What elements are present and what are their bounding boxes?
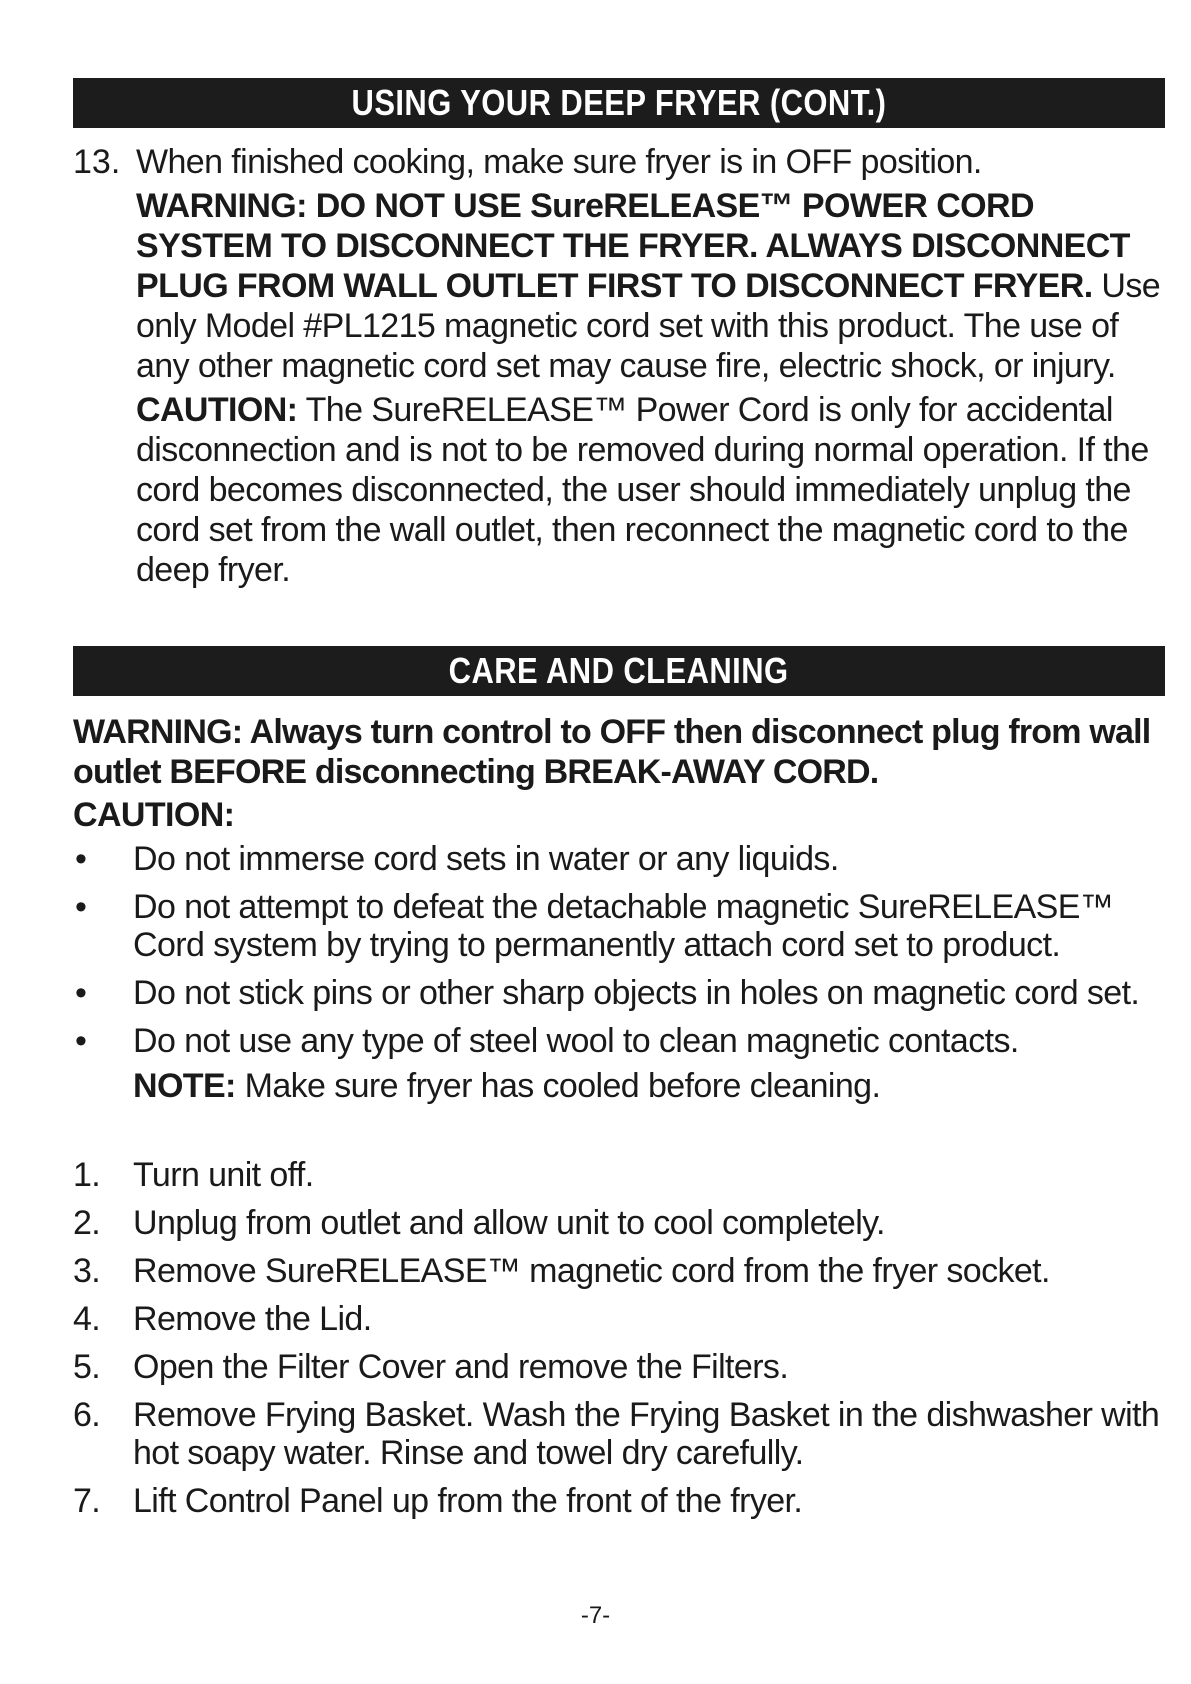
step-number: 1.	[73, 1156, 101, 1194]
step-number: 5.	[73, 1348, 101, 1386]
bullet-icon: •	[75, 1022, 87, 1060]
step-number: 6.	[73, 1396, 101, 1434]
section-header-care-cleaning	[73, 646, 1165, 696]
bullet-icon: •	[75, 888, 87, 926]
list-item	[73, 974, 1165, 1012]
list-item-text: Do not stick pins or other sharp objects in holes on magnetic cord set.	[133, 974, 1140, 1012]
list-item-text: Do not use any type of steel wool to clean magnetic contacts.	[133, 1022, 1019, 1060]
step-text: Lift Control Panel up from the front of the fryer.	[133, 1482, 803, 1520]
section-header-using-deep-fryer	[73, 78, 1165, 128]
note-label: NOTE:	[133, 1067, 236, 1105]
page-number: -7-	[580, 1602, 611, 1629]
caution-list	[73, 840, 1165, 1060]
caution-label: CAUTION:	[136, 391, 298, 429]
list-item	[73, 840, 1165, 878]
bullet-icon: •	[75, 840, 87, 878]
step-number: 3.	[73, 1252, 101, 1290]
section-title: CARE AND CLEANING	[449, 650, 789, 691]
bullet-icon: •	[75, 974, 87, 1012]
warning-paragraph	[136, 186, 1165, 386]
step-text: Remove SureRELEASE™ magnetic cord from the fryer socket.	[133, 1252, 1050, 1290]
step-number: 7.	[73, 1482, 101, 1520]
step-item	[73, 1204, 1165, 1242]
caution-paragraph	[136, 390, 1165, 590]
section-title: USING YOUR DEEP FRYER (CONT.)	[351, 82, 887, 123]
cleaning-steps	[73, 1156, 1165, 1520]
caution-text: The SureRELEASE™ Power Cord is only for accidental disconnection and is not to be removed during normal operation. If the cord becomes disconnected, the user should immediately unplug the cord set from the wall outlet, then reconnect the magnetic cord to the deep fryer.	[136, 391, 1149, 589]
list-item	[73, 1022, 1165, 1060]
step-number: 2.	[73, 1204, 101, 1242]
list-item	[73, 888, 1165, 964]
step-item	[73, 1252, 1165, 1290]
list-item-text: Do not attempt to defeat the detachable magnetic SureRELEASE™ Cord system by trying to permanently attach cord set to product.	[133, 888, 1114, 964]
step-text: Unplug from outlet and allow unit to cool completely.	[133, 1204, 885, 1242]
step-text: Remove the Lid.	[133, 1300, 372, 1338]
warning-bold-text: WARNING: DO NOT USE SureRELEASE™ POWER CORD SYSTEM TO DISCONNECT THE FRYER. ALWAYS DISCONNECT PLUG FROM WALL OUTLET FIRST TO DISCONNECT FRYER.	[136, 187, 1130, 305]
step-item	[73, 1396, 1165, 1472]
step-13	[73, 142, 1165, 590]
warning-text: Use only Model #PL1215 magnetic cord set with this product. The use of any other magnetic cord set may cause fire, electric shock, or injury.	[136, 267, 1161, 385]
note-text: Make sure fryer has cooled before cleaning.	[235, 1067, 881, 1105]
step-number: 13.	[73, 143, 121, 181]
step-text: Open the Filter Cover and remove the Filters.	[133, 1348, 789, 1386]
step-text: Turn unit off.	[133, 1156, 314, 1194]
step-item	[73, 1482, 1165, 1520]
care-and-cleaning-section	[73, 646, 1165, 1520]
step-item	[73, 1156, 1165, 1194]
step-item	[73, 1348, 1165, 1386]
list-item-text: Do not immerse cord sets in water or any liquids.	[133, 840, 839, 878]
care-warning: WARNING: Always turn control to OFF then disconnect plug from wall outlet BEFORE disconnecting BREAK-AWAY CORD.	[73, 713, 1151, 791]
caution-heading: CAUTION:	[73, 796, 235, 834]
step-text: Remove Frying Basket. Wash the Frying Basket in the dishwasher with hot soapy water. Rinse and towel dry carefully.	[133, 1396, 1160, 1472]
step-item	[73, 1300, 1165, 1338]
step-text: When finished cooking, make sure fryer is in OFF position.	[136, 143, 982, 181]
step-number: 4.	[73, 1300, 101, 1338]
manual-page	[73, 78, 1165, 1530]
note-line	[73, 1066, 1165, 1106]
